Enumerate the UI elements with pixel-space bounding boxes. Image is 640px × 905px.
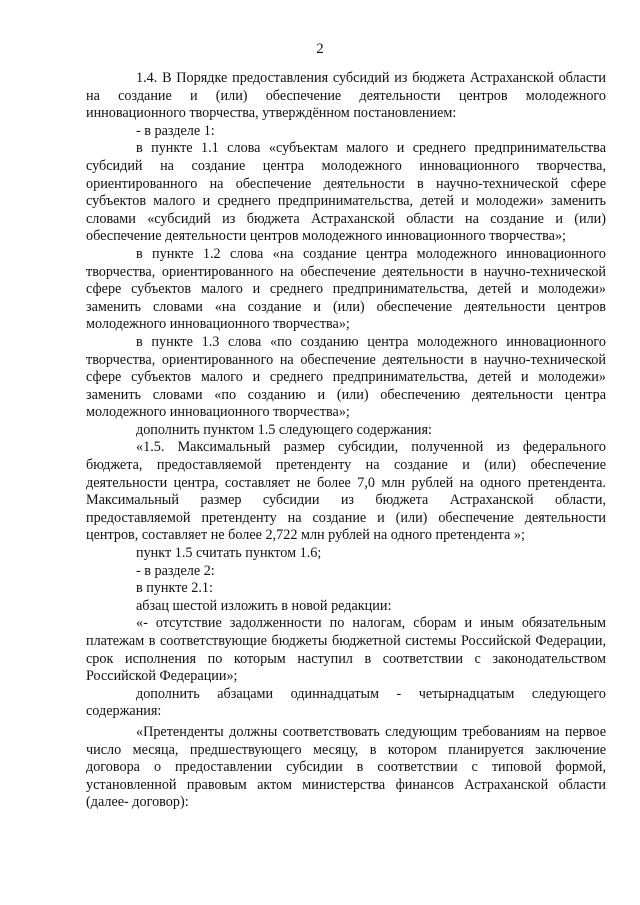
paragraph-renumber: пункт 1.5 считать пунктом 1.6; [136,545,322,562]
paragraph-point-1-1: в пункте 1.1 слова «субъектам малого и среднего предпринимательства субсидий на создание центра молодежного инновационного творчества, ориентированного на обеспечение деятельности в научно-технической сфере субъектов малого и среднего предпринимательства, детей и молодежи» заменить словами «субсидий из бюджета Астраханской области на создание и (или) обеспечение деятельности центров молодежного инновационного творчества»; [86,140,606,245]
paragraph-no-debt: «- отсутствие задолженности по налогам, сборам и иным обязательным платежам в соответствующие бюджеты бюджетной системы Российской Федерации, срок исполнения по которым наступил в соответствии с законодательством Российской Федерации»; [86,615,606,685]
paragraph-point-1-5-text: «1.5. Максимальный размер субсидии, полученной из федерального бюджета, предоставляемой претенденту на создание и (или) обеспечение деятельности центра, составляет не более 7,0 млн рублей на одного претендента. Максимальный размер субсидии из бюджета Астраханской области, предоставляемой претенденту на создание и (или) обеспечение деятельности центров, составляет не более 2,722 млн рублей на одного претендента »; [86,439,606,544]
paragraph-point-1-3: в пункте 1.3 слова «по созданию центра молодежного инновационного творчества, ориентированного на обеспечение деятельности в научно-технической сфере субъектов малого и среднего предпринимательства, детей и молодежи» заменить словами «по созданию и (или) обеспечению деятельности центра молодежного инновационного творчества»; [86,333,606,421]
paragraph-sixth-abzac: абзац шестой изложить в новой редакции: [136,597,392,614]
paragraph-add-abzacs: дополнить абзацами одиннадцатым - четырнадцатым следующего содержания: [86,685,606,720]
paragraph-1-4-intro: 1.4. В Порядке предоставления субсидий из бюджета Астраханской области на создание и (или) обеспечение деятельности центров молодежного инновационного творчества, утверждённом постановлением: [86,70,606,122]
paragraph-requirements: «Претенденты должны соответствовать следующим требованиям на первое число месяца, предшествующего месяцу, в котором планируется заключение договора о предоставлении субсидии в соответствии с типовой формой, установленной правовым актом министерства финансов Астраханской области (далее- договор): [86,723,606,811]
document-body [86,70,606,812]
paragraph-add-1-5: дополнить пунктом 1.5 следующего содержания: [136,421,432,438]
paragraph-point-1-2: в пункте 1.2 слова «на создание центра молодежного инновационного творчества, ориентированного на обеспечение деятельности в научно-технической сфере субъектов малого и среднего предпринимательства, детей и молодежи» заменить словами «на создание и (или) обеспечение деятельности центров молодежного инновационного творчества»; [86,245,606,333]
paragraph-point-2-1: в пункте 2.1: [136,580,213,597]
paragraph-section-2: - в разделе 2: [136,562,215,579]
paragraph-section-1: - в разделе 1: [136,122,215,139]
page-number: 2 [316,41,324,57]
